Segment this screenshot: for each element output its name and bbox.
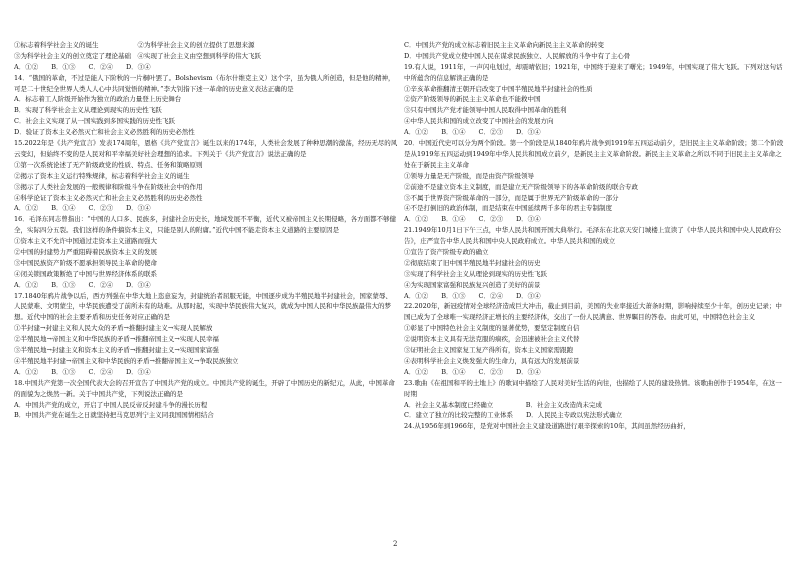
text-line: B．中国共产党在诞生之日就坚持把马克思列宁主义同我国国情相结合 <box>14 411 214 420</box>
text-line: ②半殖民地→帝国主义和中华民族的矛盾→推翻帝国主义→实现人民幸福 <box>14 335 219 344</box>
text-line: A．①② B．①④ C．②③ D．③④ <box>404 367 541 376</box>
text-line: ①领导力量是无产阶级，而是由资产阶级领导 <box>404 171 534 180</box>
text-line: 21.1949年10月1日下午三点，中华人民共和国开国大典举行。毛泽东在北京天安门城楼上宣读了《中华人民共和国中央人民政府公告》，庄严宣告中华人民共和国中央人民政府成立。中华人民共和国的成立 <box>404 226 782 246</box>
text-line: ③揭示了人类社会发展的一般规律和阶级斗争在阶级社会中的作用 <box>14 182 203 191</box>
text-line: ①彰显了中国特色社会主义制度的显著优势，要坚定制度自信 <box>404 324 580 333</box>
text-line: ③为科学社会主义的创立奠定了理论基础 ④实现了社会主义由空想到科学的伟大飞跃 <box>14 51 261 60</box>
text-line: B．实现了科学社会主义从理论到现实的历史性飞跃 <box>14 106 162 115</box>
text-line: C．中国共产党的成立标志着旧民主主义革命向新民主主义革命的转变 <box>404 41 604 49</box>
text-line: 17.1840年鸦片战争以后，西方列强在中华大地上恣意妄为，封建统治者屈服无能，中国逐步成为半殖民地半封建社会，国家蒙辱、人民蒙难、文明蒙尘，中华民族遭受了前所未有的劫难。从那时起，实现中华民族伟大复兴，就成为中国人民和中华民族最伟大的梦想。近代中国的社会主要矛盾和历史任务对应正确的是 <box>14 291 392 322</box>
text-line: ③不属于世界资产阶级革命的一部分，而是属于世界无产阶级革命的一部分 <box>404 193 619 202</box>
text-line: A．①② B．①③ C．②④ D．③④ <box>14 367 151 376</box>
page-number: 2 <box>393 540 398 548</box>
text-line: ②彻底结束了旧中国半殖民地半封建社会的历史 <box>404 258 541 267</box>
right-column <box>404 40 784 432</box>
text-line: A．①② B．①③ C．②④ D．③④ <box>404 291 541 300</box>
text-line: 20．中国近代史可以分为两个阶段。第一个阶段是从1840年鸦片战争到1919年五四运动前夕，是旧民主主义革命阶段；第二个阶段是从1919年五四运动到1949年中华人民共和国成立前夕，是新民主主义革命阶段。新民主主义革命之所以不同于旧民主主义革命之处在于新民主主义革命 <box>404 139 784 169</box>
text-line: A．标志着工人阶级开始作为独立的政治力量登上历史舞台 <box>14 95 182 104</box>
text-line: ④闭关锁国政策断绝了中国与世界经济体系的联系 <box>14 269 157 278</box>
text-line: ④表明科学社会主义焕发强大的生命力，具有远大的发展前景 <box>404 356 580 365</box>
text-line: ④科学论证了资本主义必然灭亡和社会主义必然胜利的历史必然性 <box>14 193 203 202</box>
text-line: ②前途不是建立资本主义制度，而是建立无产阶级领导下的各革命阶级的联合专政 <box>404 182 638 191</box>
text-line: 18.中国共产党第一次全国代表大会的召开宣告了中国共产党的成立。中国共产党的诞生，开辟了中国历史的新纪元，从此，中国革命的面貌为之焕然一新。关于中国共产党，下列说法正确的是 <box>14 378 395 398</box>
text-line: ④半殖民地半封建→帝国主义和中华民族的矛盾→推翻帝国主义→争取民族独立 <box>14 356 239 365</box>
left-column <box>14 40 398 421</box>
text-line: A．①② B．①④ C．②③ D．③④ <box>404 215 541 224</box>
text-line: 22.2020年，新冠疫情对全球经济造成巨大冲击，截止到目前，美国的失业率接近大萧条时期，影响持续至少十年，创历史记录；中国已成为了全球唯一实现经济正增长的主要经济体，交出了一份人民满意、世界瞩目的答卷。由此可见，中国特色社会主义 <box>404 302 782 322</box>
text-line: ③半殖民地→封建主义和资本主义的矛盾→推翻封建主义→实现国家富强 <box>14 346 219 355</box>
text-line: D．验证了资本主义必然灭亡和社会主义必然胜利的历史必然性 <box>14 128 195 137</box>
text-line: 14．“俄国的革命，不过是能人下阶秋的一片桐叶罢了。Bolshevism（布尔什维克主义）这个字，虽为俄人所创造，但是他的精神，可是二十世纪全世界人类人人心中共同觉悟的精神。”李大钊指下述一革命的历史意义表达正确的是 <box>14 73 395 93</box>
text-line: C．社会主义实现了从一国实践到多国实践的历史性飞跃 <box>14 117 175 126</box>
text-line: ①辛亥革命推翻清王朝开启改变了中国半殖民地半封建社会的性质 <box>404 84 593 93</box>
text-line: ①标志着科学社会主义的诞生 ②为科学社会主义的创立提供了思想来源 <box>14 41 255 49</box>
text-line: ③只有中国共产党才能领导中国人民取得中国革命的胜利 <box>404 106 567 115</box>
text-line: A．①② B．①④ C．②③ D．③④ <box>14 204 151 213</box>
text-line: ①第一次系统论述了无产阶级政党的性质、特点、任务和策略原则 <box>14 160 203 169</box>
text-line: A．①② B．①③ C．②④ D．③④ <box>14 280 151 289</box>
text-line: ④不是打倒旧的政治体制，而是结束在中国延续两千多年的君主专制制度 <box>404 204 612 213</box>
text-line: 19.有人说，1911年，一声闪电划过，却震晴依旧；1921年，中国终于迎来了曙光；1949年，中国实现了伟大飞跃。下列对这句话中所蕴含的信息解读正确的是 <box>404 62 783 82</box>
text-line: ①宣告了资产阶级专政的确立 <box>404 248 489 257</box>
text-line: 15.2022年是《共产党宣言》发表174周年，恩格《共产党宣言》诞生以来的174年，人类社会发展了种种思潮的激荡，经历无尽的风云变幻，但始终不变的是人民对和平幸福美好社会理想的追求。下列关于《共产党宣言》说法正确的是 <box>14 139 398 158</box>
text-line: ②中国的封建势力严重阻碍着民族资本主义的发展 <box>14 248 157 257</box>
text-line: D．中国共产党成立使中国人民在谋求民族独立、人民解放的斗争中有了主心骨 <box>404 51 631 60</box>
text-line: C．建立了独立的比较完整的工业体系 D．人民民主专政以宪法形式确立 <box>404 411 623 420</box>
text-line: A．①② B．①④ C．②③ D．③④ <box>404 128 541 137</box>
text-line: ①半封建→封建主义和人民大众的矛盾→推翻封建主义→实现人民解放 <box>14 324 213 333</box>
text-line: ②说明资本主义具有无法克服的痼疾，会迅速被社会主义代替 <box>404 335 580 344</box>
text-line: ④中华人民共和国的成立改变了中国社会的发展方向 <box>404 117 554 126</box>
text-line: A．①② B．①③ C．②④ D．③④ <box>14 62 151 71</box>
text-line: ③实现了科学社会主义从理论到现实的历史性飞跃 <box>404 269 547 278</box>
text-line: ②揭示了资本主义运行特殊规律，标志着科学社会主义的诞生 <box>14 171 190 180</box>
text-line: ③中国民族资产阶级不愿承担领导民主革命的使命 <box>14 258 157 267</box>
text-line: ③证明社会主义国家复工复产得所有，资本主义国家需跟跑 <box>404 346 573 355</box>
text-line: A．中国共产党的成立，开启了中国人民反帝反封建斗争的漫长历程 <box>14 400 208 409</box>
text-line: A．社会主义基本制度已经确立 B．社会主义改造尚未完成 <box>404 400 602 409</box>
text-line: ①资本主义不允许中国通过走资本主义道路而强大 <box>14 237 157 246</box>
text-line: ④为实现国家富强和民族复兴创造了美好的前景 <box>404 280 541 289</box>
text-line: 23.歌曲《在祖国和平的土地上》的歌词中描绘了人民对美好生活的向往，也描绘了人民的建设热情。该歌曲创作于1954年，在这一时期 <box>404 378 782 398</box>
text-line: 24.从1956年到1966年，是党对中国社会主义建设道路进行艰辛探索的10年，其间虽然经历曲折， <box>404 422 690 431</box>
text-line: ②资产阶级领导的新民主主义革命也不能救中国 <box>404 95 541 104</box>
text-line: 16．毛泽东同志曾指出：“中国的人口多、民族多，封建社会历史长，地域发展不平衡，近代又被帝国主义长期侵略，各方面都不够健全，实际四分五裂。我们这样的条件搞资本主义，只能是别人的附庸。”近代中国不能走资本主义道路的主要原因是 <box>14 215 397 235</box>
